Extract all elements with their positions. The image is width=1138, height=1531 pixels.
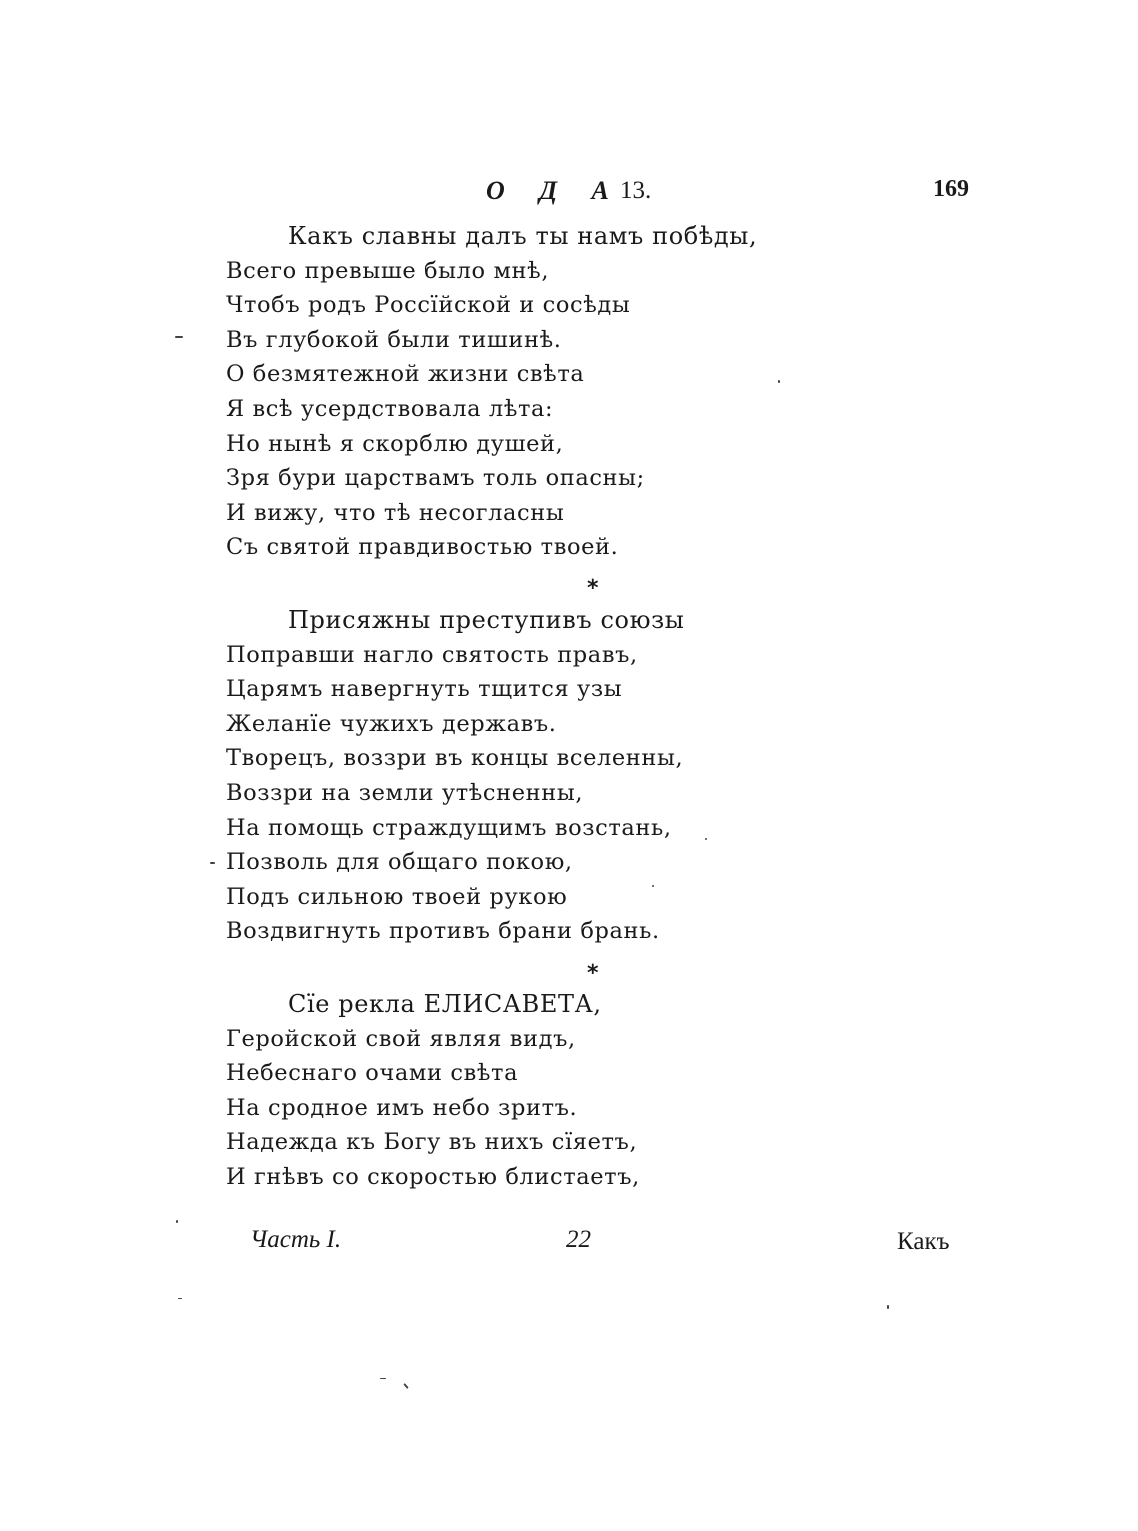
verse-line: Позволь для общаго покою, [226,849,573,876]
ode-number: 13. [620,177,652,204]
scan-speck [210,862,215,864]
verse-line: И гнѣвъ со скоростью блистаетъ, [226,1163,640,1190]
stanza-separator: * [587,576,599,601]
scan-speck [887,1305,889,1309]
signature-mark: 22 [566,1226,591,1253]
verse-line: На помощь страждущимъ возстань, [226,814,672,841]
verse-line: Присяжны преступивъ союзы [288,606,685,634]
verse-line: Поправши нагло святость правъ, [226,641,638,668]
stanza-3 [226,987,640,1195]
verse-line: И вижу, что тѣ несогласны [226,499,565,526]
verse-line: Надежда къ Богу въ нихъ сїяетъ, [226,1129,638,1156]
verse-line: Желанїе чужихъ державъ. [226,710,557,737]
verse-line: Воззри на земли утѣсненны, [226,779,584,806]
verse-line: Но нынѣ я скорблю душей, [226,430,564,457]
verse-line: Я всѣ усердствовала лѣта: [226,395,554,422]
verse-line: О безмятежной жизни свѣта [226,361,585,388]
verse-line: Сїе рекла ЕЛИСАВЕТА, [288,990,602,1018]
stanza-2 [226,603,684,949]
verse-line: Царямъ навергнуть тщится узы [226,676,623,703]
scan-speck [175,336,183,338]
verse-line: Съ святой правдивостью твоей. [226,534,619,561]
scan-speck [705,838,707,840]
page-number: 169 [933,176,969,202]
verse-line: Въ глубокой были тишинѣ. [226,326,562,353]
scan-speck [380,1378,386,1379]
signature-label: Часть I. [250,1226,342,1253]
verse-line: Творецъ, воззри въ концы вселенны, [226,745,684,772]
verse-line: Геройской свой являя видъ, [226,1025,576,1052]
verse-line: Подъ сильною твоей рукою [226,883,568,910]
verse-line: Чтобъ родъ Россїйской и сосѣды [226,292,631,319]
verse-line: На сродное имъ небо зритъ. [226,1094,578,1121]
verse-line: Всего превыше было мнѣ, [226,257,550,284]
scan-speck [403,1383,408,1389]
scan-speck [178,1298,182,1299]
verse-line: Какъ славны далъ ты намъ побѣды, [288,222,758,250]
stanza-1 [226,219,757,565]
scan-speck [176,1220,178,1223]
verse-line: Воздвигнуть противъ брани брань. [226,918,660,945]
scan-speck [652,885,654,887]
stanza-separator: * [587,961,599,986]
catchword: Какъ [897,1228,950,1255]
scan-speck [778,380,780,383]
running-title: О Д А [486,176,623,205]
verse-line: Зря бури царствамъ толь опасны; [226,465,645,492]
verse-line: Небеснаго очами свѣта [226,1060,519,1087]
